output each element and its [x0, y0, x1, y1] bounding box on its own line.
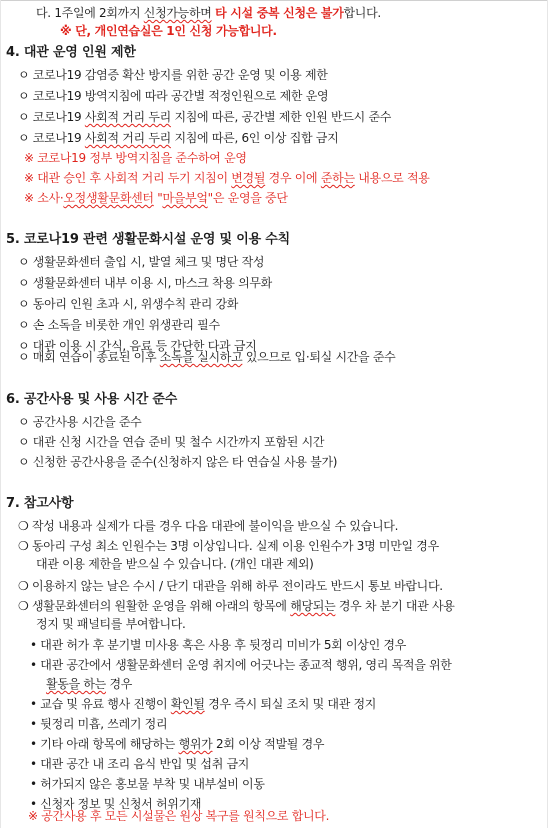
page-left-border	[0, 0, 1, 828]
section-4-heading: 4. 대관 운영 인원 제한	[6, 45, 136, 60]
section-4-item: ㅇ 코로나19 사회적 거리 두리 지침에 따른, 공간별 제한 인원 반드시 준수	[18, 110, 392, 124]
section-6-item: ㅇ 공간사용 시간을 준수	[18, 415, 142, 429]
section-7-heading: 7. 참고사항	[6, 496, 74, 511]
section-4-note: ※ 대관 승인 후 사회적 거리 두기 지침이 변경될 경우 이에 준하는 내용으로 적용	[24, 171, 430, 185]
penalty-item: • 대관 허가 후 분기별 미사용 혹은 사용 후 뒷정리 미비가 5회 이상인 경우	[30, 638, 406, 652]
penalty-item-cont: 활동을 하는 경우	[46, 677, 133, 691]
section-4-note: ※ 코로나19 정부 방역지침을 준수하여 운영	[24, 151, 247, 165]
section-5-item: ㅇ 대관 이용 시 간식, 음료 등 간단한 다과 금지	[18, 339, 257, 353]
spell-check-word: 신청가능하며	[143, 6, 212, 20]
section-7-paragraph: ❍ 작성 내용과 실제가 다를 경우 다음 대관에 불이익을 받으실 수 있습니다.	[18, 519, 399, 533]
section-6-item: ㅇ 대관 신청 시간을 연습 준비 및 철수 시간까지 포함된 시간	[18, 435, 325, 449]
duplicate-booking-warning: 타 시설 중복 신청은 불가	[215, 6, 344, 20]
section-7-paragraph-cont: 정지 및 패널티를 부여합니다.	[36, 617, 186, 631]
section-6-heading: 6. 공간사용 및 사용 시간 준수	[6, 392, 178, 407]
penalty-item: • 신청자 정보 및 신청서 허위기재	[30, 797, 202, 811]
section-7-paragraph: ❍ 이용하지 않는 날은 수시 / 단기 대관을 위해 하루 전이라도 반드시 통보 바랍니다.	[18, 579, 443, 593]
penalty-item: • 교습 및 유료 행사 진행이 확인될 경우 즉시 퇴실 조치 및 대관 정지	[30, 697, 377, 711]
section-5-item: ㅇ 매회 연습이 종료된 이후 소독을 실시하고 있으므로 입·퇴실 시간을 준수	[18, 350, 396, 364]
individual-room-note: ※ 단, 개인연습실은 1인 신청 가능합니다.	[60, 24, 277, 38]
restoration-notice: ※ 공간사용 후 모든 시설물은 원상 복구를 원칙으로 합니다.	[28, 809, 330, 823]
penalty-item: • 뒷정리 미흡, 쓰레기 정리	[30, 717, 168, 731]
penalty-item: • 대관 공간에서 생활문화센터 운영 취지에 어긋나는 종교적 행위, 영리 목적을 위한	[30, 658, 452, 672]
section-5-item: ㅇ 생활문화센터 내부 이용 시, 마스크 착용 의무화	[18, 276, 272, 290]
section-7-paragraph: ❍ 생활문화센터의 원활한 운영을 위해 아래의 항목에 해당되는 경우 차 분기 대관 사용	[18, 599, 455, 613]
section-4-note: ※ 소사·오정생활문화센터 "마을부엌"은 운영을 중단	[24, 191, 288, 205]
penalty-item: • 허가되지 않은 홍보물 부착 및 내부설비 이동	[30, 777, 265, 791]
penalty-item: • 대관 공간 내 조리 음식 반입 및 섭취 금지	[30, 757, 250, 771]
section-5-heading: 5. 코로나19 관련 생활문화시설 운영 및 이용 수칙	[6, 232, 291, 247]
section-5-item: ㅇ 생활문화센터 출입 시, 발열 체크 및 명단 작성	[18, 255, 265, 269]
section-5-item: ㅇ 손 소독을 비롯한 개인 위생관리 필수	[18, 318, 220, 332]
frequency-rule-line: 다. 1주일에 2회까지 신청가능하며 타 시설 중복 신청은 불가합니다.	[36, 6, 381, 20]
penalty-item: • 기타 아래 항목에 해당하는 행위가 2회 이상 적발될 경우	[30, 737, 325, 751]
section-4-item: ㅇ 코로나19 방역지침에 따라 공간별 적정인원으로 제한 운영	[18, 89, 329, 103]
section-6-item: ㅇ 신청한 공간사용을 준수(신청하지 않은 타 연습실 사용 불가)	[18, 455, 338, 469]
section-4-item: ㅇ 코로나19 사회적 거리 두리 지침에 따른, 6인 이상 집합 금지	[18, 131, 339, 145]
section-7-paragraph: ❍ 동아리 구성 최소 인원수는 3명 이상입니다. 실제 이용 인원수가 3명 미만일 경우	[18, 539, 439, 553]
section-7-paragraph-cont: 대관 이용 제한을 받으실 수 있습니다. (개인 대관 제외)	[36, 557, 314, 571]
section-4-item: ㅇ 코로나19 감염증 확산 방지를 위한 공간 운영 및 이용 제한	[18, 68, 328, 82]
section-5-item: ㅇ 동아리 인원 초과 시, 위생수칙 관리 강화	[18, 297, 239, 311]
page-top-border	[0, 0, 548, 1]
